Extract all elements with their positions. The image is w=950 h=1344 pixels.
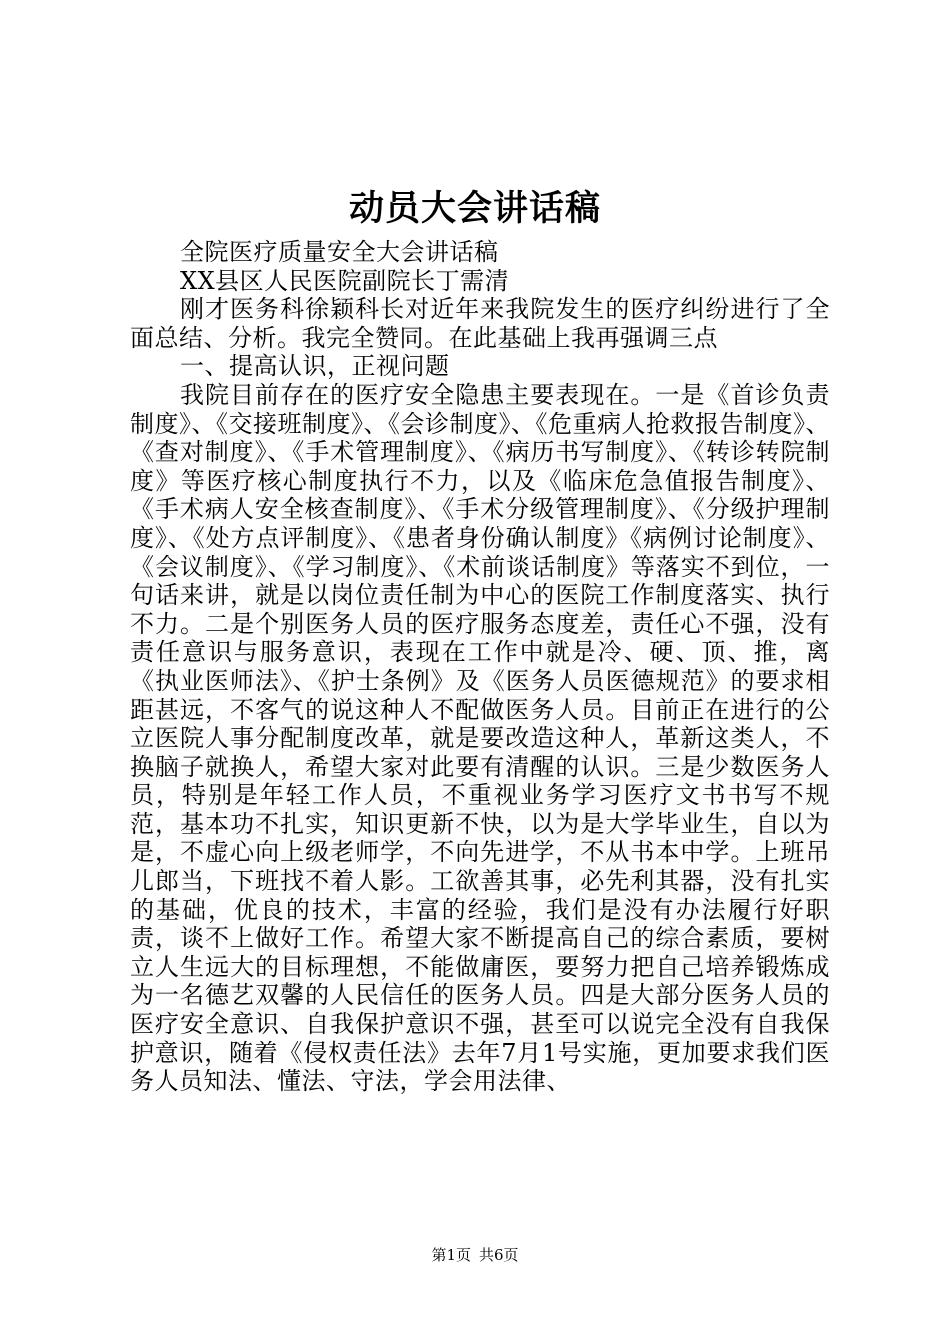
paragraph-speaker: XX县区人民医院副院长丁需清 bbox=[180, 266, 510, 295]
paragraph-main: 我院目前存在的医疗安全隐患主要表现在。一是《首诊负责制度》、《交接班制度》、《会诊制度》、《危重病人抢救报告制度》、《查对制度》、《手术管理制度》、《病历书写制度》、《转诊转院制度》等医疗核心制度执行不力，以及《临床危急值报告制度》、《手术病人安全核查制度》、《手术分级管理制度》、《分级护理制度》、《处方点评制度》、《患者身份确认制度》《病例讨论制度》、《会议制度》、《学习制度》、《术前谈话制度》等落实不到位，一句话来讲，就是以岗位责任制为中心的医院工作制度落实、执行不力。二是个别医务人员的医疗服务态度差，责任心不强，没有责任意识与服务意识，表现在工作中就是冷、硬、顶、推，离《执业医师法》、《护士条例》及《医务人员医德规范》的要求相距甚远，不客气的说这种人不配做医务人员。目前正在进行的公立医院人事分配制度改革，就是要改造这种人，革新这类人，不换脑子就换人，希望大家对此要有清醒的认识。三是少数医务人员，特别是年轻工作人员，不重视业务学习医疗文书书写不规范，基本功不扎实，知识更新不快，以为是大学毕业生，自以为是，不虚心向上级老师学，不向先进学，不从书本中学。上班吊儿郎当，下班找不着人影。工欲善其事，必先利其器，没有扎实的基础，优良的技术，丰富的经验，我们是没有办法履行好职责，谈不上做好工作。希望大家不断提高自己的综合素质，要树立人生远大的目标理想，不能做庸医，要努力把自己培养锻炼成为一名德艺双馨的人民信任的医务人员。四是大部分医务人员的医疗安全意识、自我保护意识不强，甚至可以说完全没有自我保护意识，随着《侵权责任法》去年7月1号实施，更加要求我们医务人员知法、懂法、守法，学会用法律、 bbox=[130, 380, 830, 1096]
document-body bbox=[130, 238, 830, 1096]
page-total: 共6页 bbox=[479, 1246, 519, 1264]
document-title: 动员大会讲话稿 bbox=[348, 188, 601, 229]
paragraph-subtitle: 全院医疗质量安全大会讲话稿 bbox=[180, 238, 499, 266]
page-footer bbox=[0, 1245, 950, 1265]
paragraph-intro: 刚才医务科徐颖科长对近年来我院发生的医疗纠纷进行了全面总结、分析。我完全赞同。在此基础上我再强调三点 bbox=[130, 295, 830, 352]
paragraph-section-heading: 一、提高认识，正视问题 bbox=[180, 352, 450, 381]
page-number: 第1页 bbox=[431, 1246, 471, 1264]
